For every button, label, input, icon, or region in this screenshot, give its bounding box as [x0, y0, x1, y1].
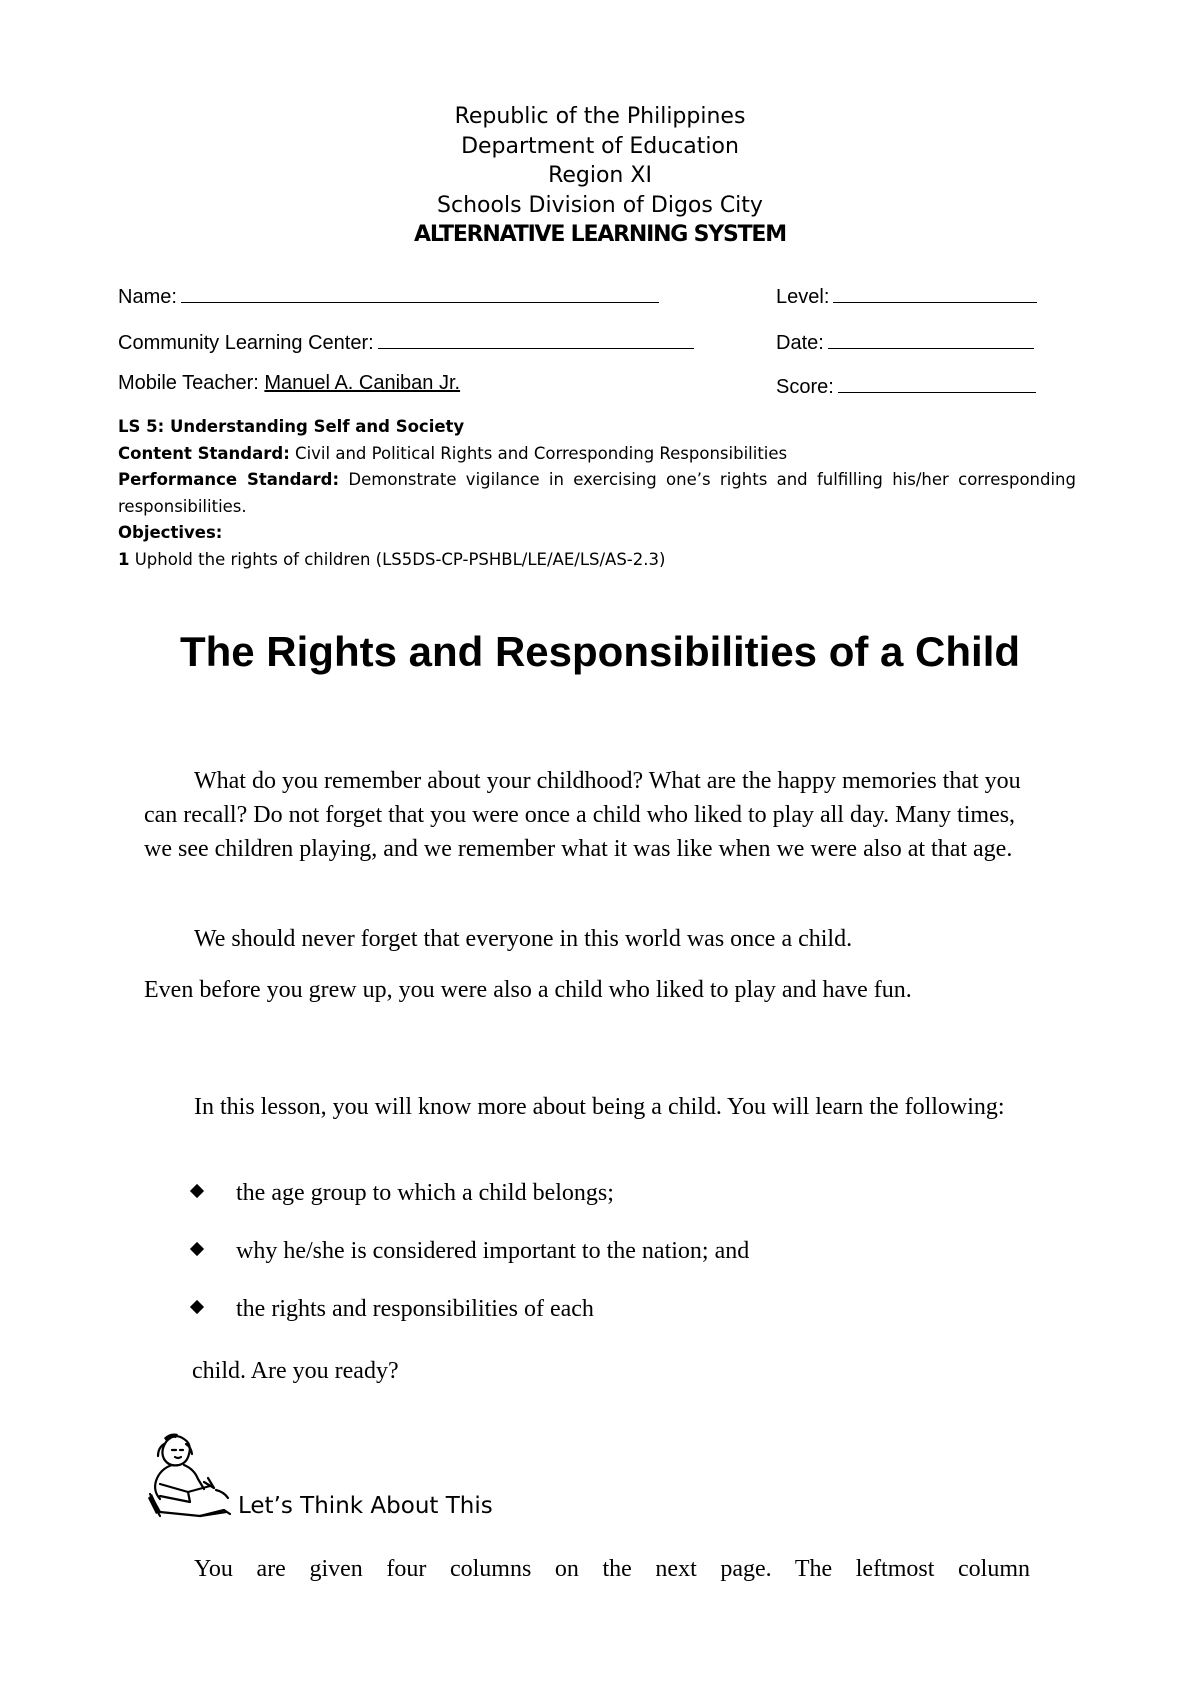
header-region: Region XI — [548, 163, 652, 188]
clc-field — [118, 328, 694, 355]
teacher-label: Mobile Teacher: — [118, 372, 259, 394]
childhood-paragraph: Even before you grew up, you were also a child who liked to play and have fun. — [144, 977, 912, 1003]
section-heading: Let’s Think About This — [238, 1493, 493, 1519]
performance-standard-text: Demonstrate vigilance in exercising one’s rights and fulfilling his/her corresponding responsibilities. — [118, 470, 1076, 516]
date-field — [776, 328, 1034, 355]
list-item-text: the age group to which a child belongs; — [236, 1180, 614, 1206]
ls-line: LS 5: Understanding Self and Society — [118, 417, 465, 436]
date-label: Date: — [776, 332, 824, 354]
teacher-field — [118, 372, 460, 395]
content-standard-text: Civil and Political Rights and Corresponding Responsibilities — [295, 443, 788, 463]
teacher-name: Manuel A. Caniban Jr. — [264, 372, 461, 394]
score-field — [776, 372, 1036, 399]
lesson-paragraph: In this lesson, you will know more about being a child. You will learn the following: — [194, 1094, 1005, 1120]
lesson-title: The Rights and Responsibilities of a Child — [179, 628, 1021, 675]
header-division: Schools Division of Digos City — [437, 192, 763, 218]
score-blank — [838, 372, 1036, 393]
objective-text: Uphold the rights of children (LS5DS-CP-PSHBL/LE/AE/LS/AS-2.3) — [134, 549, 666, 569]
level-field — [776, 282, 1037, 309]
intro-paragraph: What do you remember about your childhood? What are the happy memories that you can recall? Do not forget that you were once a child who liked to play all day. Many times, we see children playing, and we remember what it was like when we were also at that age. — [144, 768, 1021, 862]
date-blank — [828, 328, 1034, 349]
list-item — [192, 1180, 614, 1207]
document-header — [0, 102, 1200, 250]
list-item — [192, 1238, 749, 1265]
list-item-text: why he/she is considered important to the nation; and — [236, 1238, 750, 1264]
name-label: Name: — [118, 286, 177, 308]
diamond-bullet-icon — [190, 1300, 204, 1314]
name-blank — [181, 282, 659, 303]
level-label: Level: — [776, 286, 830, 308]
name-field — [118, 282, 659, 309]
objectives-label: Objectives: — [118, 523, 223, 542]
level-blank — [833, 282, 1037, 303]
header-program: ALTERNATIVE LEARNING SYSTEM — [414, 222, 786, 247]
diamond-bullet-icon — [190, 1242, 204, 1256]
header-republic: Republic of the Philippines — [454, 104, 746, 129]
diamond-bullet-icon — [190, 1184, 204, 1198]
list-item-text: the rights and responsibilities of each — [236, 1296, 594, 1322]
reading-person-icon — [142, 1432, 234, 1520]
score-label: Score: — [776, 376, 834, 398]
clc-blank — [378, 328, 694, 349]
clc-label: Community Learning Center: — [118, 332, 374, 354]
objective-number: 1 — [118, 549, 130, 569]
content-standard-label: Content Standard: — [118, 443, 290, 463]
header-department: Department of Education — [461, 133, 739, 159]
performance-standard-label: Performance Standard: — [118, 470, 340, 489]
reminder-paragraph: We should never forget that everyone in this world was once a child. — [194, 926, 853, 952]
list-item — [192, 1296, 594, 1323]
instructions-paragraph: You are given four columns on the next page. The leftmost column — [194, 1556, 1030, 1582]
closing-line: child. Are you ready? — [192, 1358, 399, 1384]
learning-standards — [118, 414, 1076, 573]
